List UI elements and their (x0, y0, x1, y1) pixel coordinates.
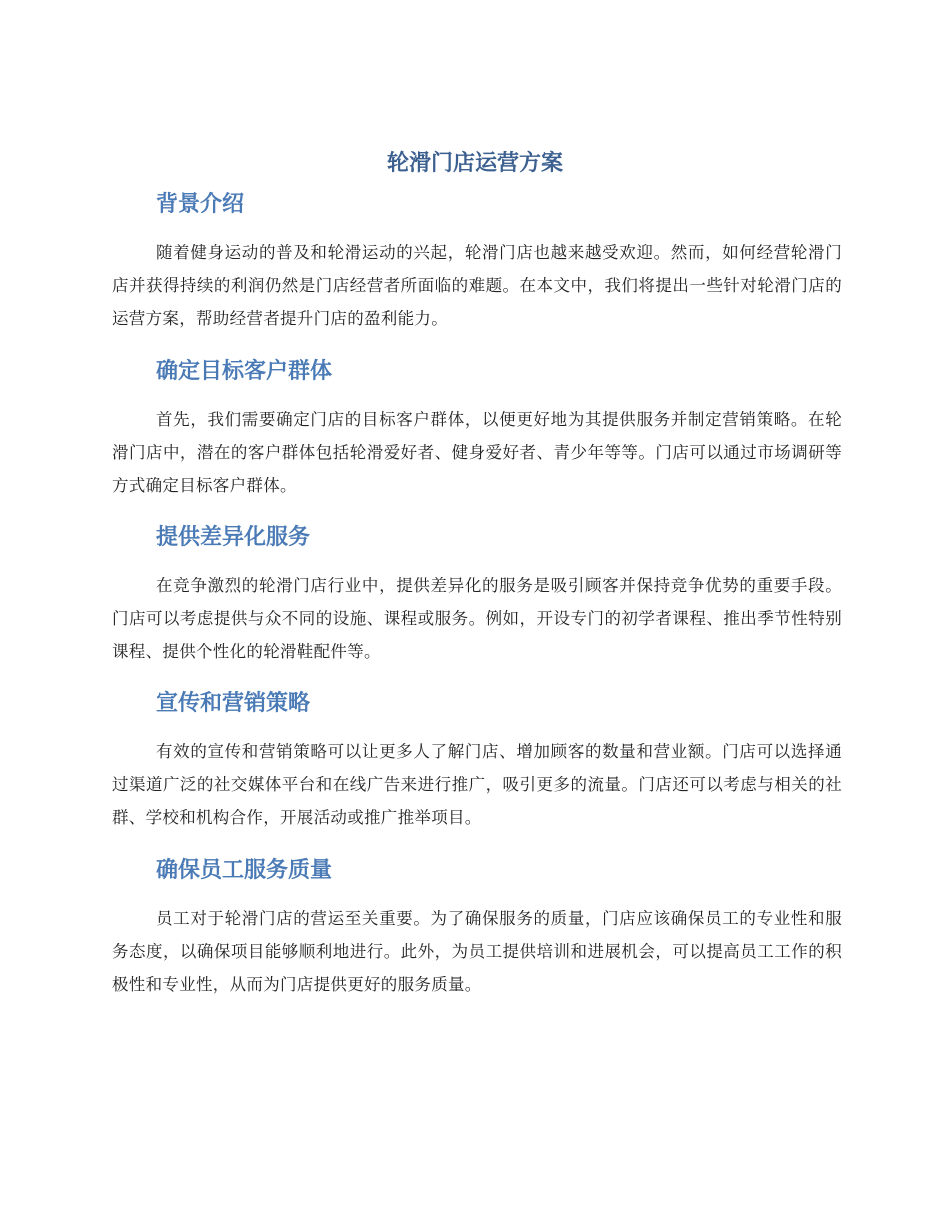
section-body: 首先，我们需要确定门店的目标客户群体，以便更好地为其提供服务并制定营销策略。在轮滑门店中，潜在的客户群体包括轮滑爱好者、健身爱好者、青少年等等。门店可以通过市场调研等方式确定目标客户群体。 (112, 410, 842, 495)
section-body: 随着健身运动的普及和轮滑运动的兴起，轮滑门店也越来越受欢迎。然而，如何经营轮滑门店并获得持续的利润仍然是门店经营者所面临的难题。在本文中，我们将提出一些针对轮滑门店的运营方案，帮助经营者提升门店的盈利能力。 (112, 243, 842, 328)
section-target-customers (112, 355, 842, 502)
section-heading: 背景介绍 (156, 192, 245, 217)
section-body: 有效的宣传和营销策略可以让更多人了解门店、增加顾客的数量和营业额。门店可以选择通过渠道广泛的社交媒体平台和在线广告来进行推广，吸引更多的流量。门店还可以考虑与相关的社群、学校和机构合作，开展活动或推广推举项目。 (112, 742, 842, 827)
section-body: 在竞争激烈的轮滑门店行业中，提供差异化的服务是吸引顾客并保持竞争优势的重要手段。门店可以考虑提供与众不同的设施、课程或服务。例如，开设专门的初学者课程、推出季节性特别课程、提供个性化的轮滑鞋配件等。 (112, 576, 842, 661)
section-body: 员工对于轮滑门店的营运至关重要。为了确保服务的质量，门店应该确保员工的专业性和服务态度，以确保项目能够顺利地进行。此外，为员工提供培训和进展机会，可以提高员工工作的积极性和专业性，从而为门店提供更好的服务质量。 (112, 909, 842, 994)
section-staff-quality (112, 854, 842, 1001)
section-background (112, 188, 842, 335)
section-heading: 确保员工服务质量 (156, 858, 333, 883)
section-heading: 确定目标客户群体 (156, 359, 333, 384)
section-heading: 提供差异化服务 (156, 525, 311, 550)
section-marketing-strategy (112, 687, 842, 834)
document-title: 轮滑门店运营方案 (386, 151, 563, 176)
section-heading: 宣传和营销策略 (156, 691, 311, 716)
section-differentiated-service (112, 521, 842, 668)
